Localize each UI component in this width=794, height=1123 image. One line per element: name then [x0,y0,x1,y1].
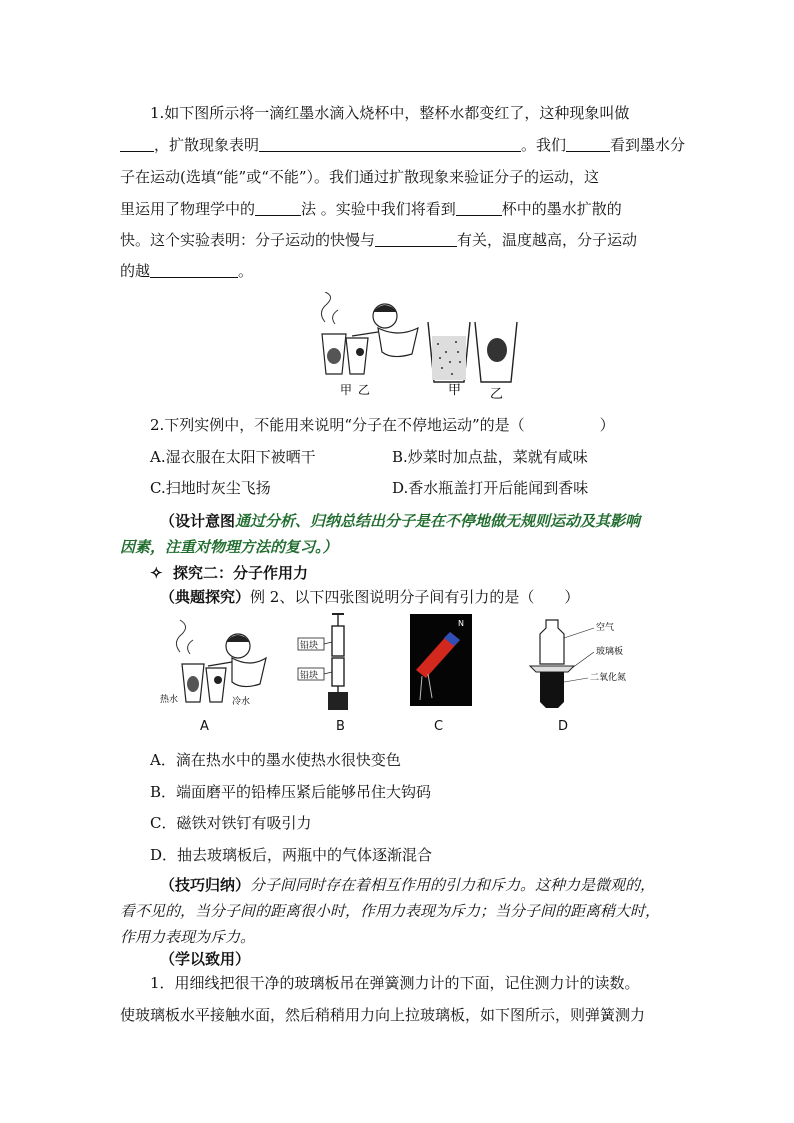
blank-3[interactable] [566,135,610,152]
figure-a [160,618,270,714]
skill-line-3: 作用力表现为斥力。 [120,928,256,946]
steam-icon [176,620,185,652]
q1-line-4 [120,198,622,219]
example-text: 例 2、以下四张图说明分子间有引力的是（ ） [250,588,580,606]
steam-icon [321,292,330,322]
q1-text-11: 的越 [120,262,151,280]
q2-option-a[interactable]: A.湿衣服在太阳下被晒干 [150,448,316,466]
diffusion-figure-1 [300,292,530,400]
figure-c [410,614,472,706]
cup-cold-icon [206,668,226,702]
label-left-yi: 乙 [358,383,371,397]
q2-option-d[interactable]: D.香水瓶盖打开后能闻到香味 [392,479,589,497]
label-lead-top: 铅块 [300,641,319,651]
q1-text-3: 。我们 [521,136,567,154]
label-hot-water: 热水 [160,695,179,705]
label-left-jia: 甲 [340,383,353,397]
caption-d: D [558,719,569,734]
caption-a: A [200,719,209,734]
lead-bar-top-icon [332,626,344,656]
design-text-1: 通过分析、归纳总结出分子是在不停地做无规则运动及其影响 [235,512,641,530]
q1-text-6: 里运用了物理学中的 [120,200,256,218]
q1-line-2 [120,134,685,155]
diamond-icon: ✧ [150,564,163,582]
q1-text-9: 快。这个实验表明：分子运动的快慢与 [120,231,376,249]
apply-line-1: 1．用细线把很干净的玻璃板吊在弹簧测力计的下面，记住测力计的读数。 [150,974,640,992]
label-right-yi: 乙 [490,387,504,400]
q1-text-12: 。 [238,262,254,280]
q1-text-4: 看到墨水分 [610,136,686,154]
cup-yi-icon [346,338,368,374]
skill-line-1 [160,874,655,895]
blank-2[interactable] [259,135,521,152]
label-cold-water: 冷水 [232,697,251,707]
lead-bar-bottom-icon [332,658,344,686]
q2-option-c[interactable]: C.扫地时灰尘飞扬 [150,479,271,497]
q1-text-7: 法 。实验中我们将看到 [301,200,456,218]
blank-5[interactable] [456,199,502,216]
design-intent-line-2 [120,536,338,557]
section-2-title: 探究二：分子作用力 [173,564,309,582]
q2-option-b[interactable]: B.炒菜时加点盐，菜就有咸味 [392,448,588,466]
design-text-2: 因素，注重对物理方法的复习。） [120,538,338,556]
q1-line-3 [120,166,599,187]
q1-line-6 [120,260,253,281]
design-label: （设计意图 [160,512,236,530]
blank-1[interactable] [120,135,154,152]
q1-text-8: 杯中的墨水扩散的 [501,200,622,218]
blank-4[interactable] [255,199,301,216]
label-air: 空气 [596,623,615,633]
magnet-n-label: N [458,619,464,628]
glass-plate-icon [530,666,574,672]
q1-text-1: 1.如下图所示将一滴红墨水滴入烧杯中，整杯水都变红了，这种现象叫做 [150,104,630,122]
figure-b [296,612,366,714]
label-no2: 二氧化氮 [590,673,627,683]
example-option-b[interactable]: B．端面磨平的铅棒压紧后能够吊住大钩码 [150,783,432,801]
example-2-stem [160,586,579,607]
q1-text-5: 子在运动(选填“能”或“不能”）。我们通过扩散现象来验证分子的运动，这 [120,168,600,186]
example-option-d[interactable]: D．抽去玻璃板后，两瓶中的气体逐渐混合 [150,846,433,864]
example-option-c[interactable]: C．磁铁对铁钉有吸引力 [150,814,312,832]
bottle-no2-icon [540,672,564,708]
skill-line-2: 看不见的，当分子间的距离很小时，作用力表现为斥力；当分子间的距离稍大时， [120,902,661,920]
example-option-a[interactable]: A．滴在热水中的墨水使热水很快变色 [150,751,401,769]
caption-b: B [336,719,345,734]
example-label: （典题探究） [160,588,251,606]
blank-7[interactable] [150,261,238,278]
apply-line-2: 使玻璃板水平接触水面，然后稍稍用力向上拉玻璃板，如下图所示，则弹簧测力 [120,1006,646,1024]
q1-line-1 [150,102,629,123]
label-glass: 玻璃板 [596,647,624,657]
q1-text-10: 有关，温度越高，分子运动 [457,231,638,249]
design-intent-line-1 [160,510,640,531]
figure-d [528,616,632,712]
hook-weight-icon [328,692,348,710]
q1-text-2: ，扩散现象表明 [154,136,260,154]
skill-text-1: 分子间同时存在着相互作用的引力和斥力。这种力是微观的， [250,876,656,894]
caption-c: C [434,719,444,734]
section-2-heading [150,562,308,583]
label-right-jia: 甲 [448,383,462,398]
apply-label: （学以致用） [160,950,251,968]
blank-6[interactable] [375,230,457,247]
q1-line-5 [120,229,637,250]
q2-stem: 2.下列实例中，不能用来说明“分子在不停地运动”的是（ ） [150,416,615,434]
label-lead-bottom: 铅块 [300,671,319,681]
skill-label: （技巧归纳） [160,876,251,894]
bottle-air-icon [540,620,564,664]
